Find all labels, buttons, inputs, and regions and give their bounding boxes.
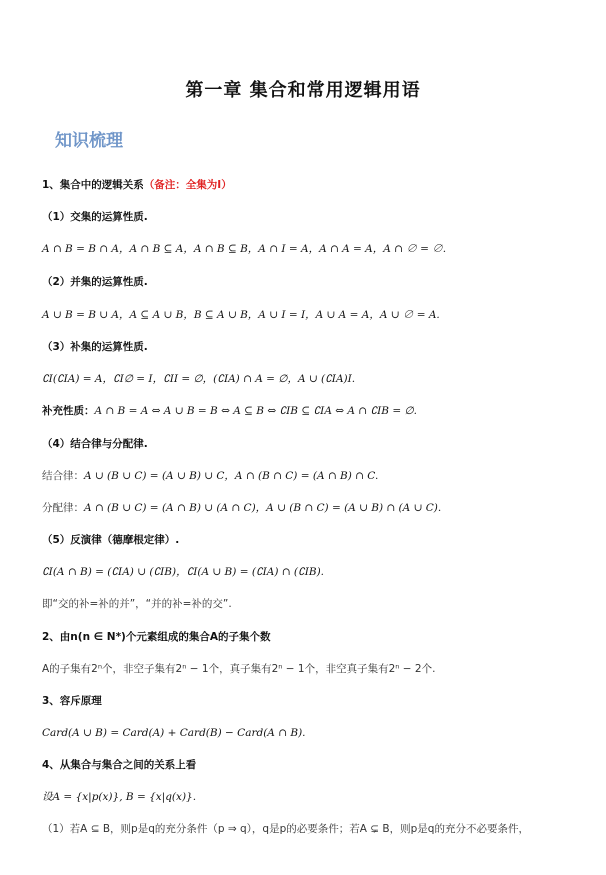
section-heading: 知识梳理	[55, 131, 123, 151]
supplementary-properties	[42, 404, 582, 418]
formula-complement: ∁I(∁IA) = A，∁I∅ = I，∁II = ∅，(∁IA) ∩ A = ∅，A ∪ (∁IA)I.	[42, 373, 356, 385]
subheading-intersection: （1）交集的运算性质.	[42, 211, 148, 223]
item-4-heading: 4、从集合与集合之间的关系上看	[42, 759, 197, 771]
inclusion-exclusion-formula: Card(A ∪ B) = Card(A) + Card(B) − Card(A ∩ B).	[42, 727, 306, 739]
item-1-text: 1、集合中的逻辑关系	[42, 179, 144, 191]
condition-text: （1）若A ⊆ B，则p是q的充分条件（p ⇒ q），q是p的必要条件；若A ⊊ B，则p是q的充分不必要条件，	[42, 823, 529, 835]
formula-intersection: A ∩ B = B ∩ A，A ∩ B ⊆ A，A ∩ B ⊆ B，A ∩ I = A，A ∩ A = A，A ∩ ∅ = ∅.	[42, 243, 447, 255]
subheading-demorgan: （5）反演律（德摩根定律）.	[42, 534, 180, 546]
set-definition: 设A = {x|p(x)}, B = {x|q(x)}.	[42, 791, 197, 803]
subheading-union: （2）并集的运算性质.	[42, 276, 148, 288]
item-2-heading: 2、由n(n ∈ N*)个元素组成的集合A的子集个数	[42, 631, 271, 643]
item-1-note: （备注：全集为I）	[143, 179, 232, 191]
distributive-formula: A ∩ (B ∪ C) = (A ∩ B) ∪ (A ∩ C)，A ∪ (B ∩ C) = (A ∪ B) ∩ (A ∪ C).	[84, 502, 442, 514]
associative-formula: A ∪ (B ∪ C) = (A ∪ B) ∪ C，A ∩ (B ∩ C) = (A ∩ B) ∩ C.	[84, 470, 379, 482]
associative-law	[42, 469, 582, 483]
distributive-label: 分配律：	[42, 502, 84, 514]
subheading-complement: （3）补集的运算性质.	[42, 341, 148, 353]
subset-count-text: A的子集有2ⁿ个，非空子集有2ⁿ − 1个，真子集有2ⁿ − 1个，非空真子集有2ⁿ − 2个.	[42, 663, 436, 675]
item-3-heading: 3、容斥原理	[42, 695, 102, 707]
supplementary-label: 补充性质：	[42, 405, 95, 417]
subheading-laws: （4）结合律与分配律.	[42, 438, 148, 450]
distributive-law	[42, 501, 582, 515]
formula-demorgan: ∁I(A ∩ B) = (∁IA) ∪ (∁IB)，∁I(A ∪ B) = (∁IA) ∩ (∁IB).	[42, 566, 324, 578]
associative-label: 结合律：	[42, 470, 84, 482]
demorgan-mnemonic: 即“交的补=补的并”，“并的补=补的交”.	[42, 598, 232, 610]
formula-union: A ∪ B = B ∪ A，A ⊆ A ∪ B，B ⊆ A ∪ B，A ∪ I = I，A ∪ A = A，A ∪ ∅ = A.	[42, 309, 440, 321]
chapter-title: 第一章 集合和常用逻辑用语	[185, 80, 421, 101]
supplementary-formula: A ∩ B = A ⇔ A ∪ B = B ⇔ A ⊆ B ⇔ ∁IB ⊆ ∁IA ⇔ A ∩ ∁IB = ∅.	[94, 405, 417, 417]
item-1-heading	[42, 178, 582, 192]
